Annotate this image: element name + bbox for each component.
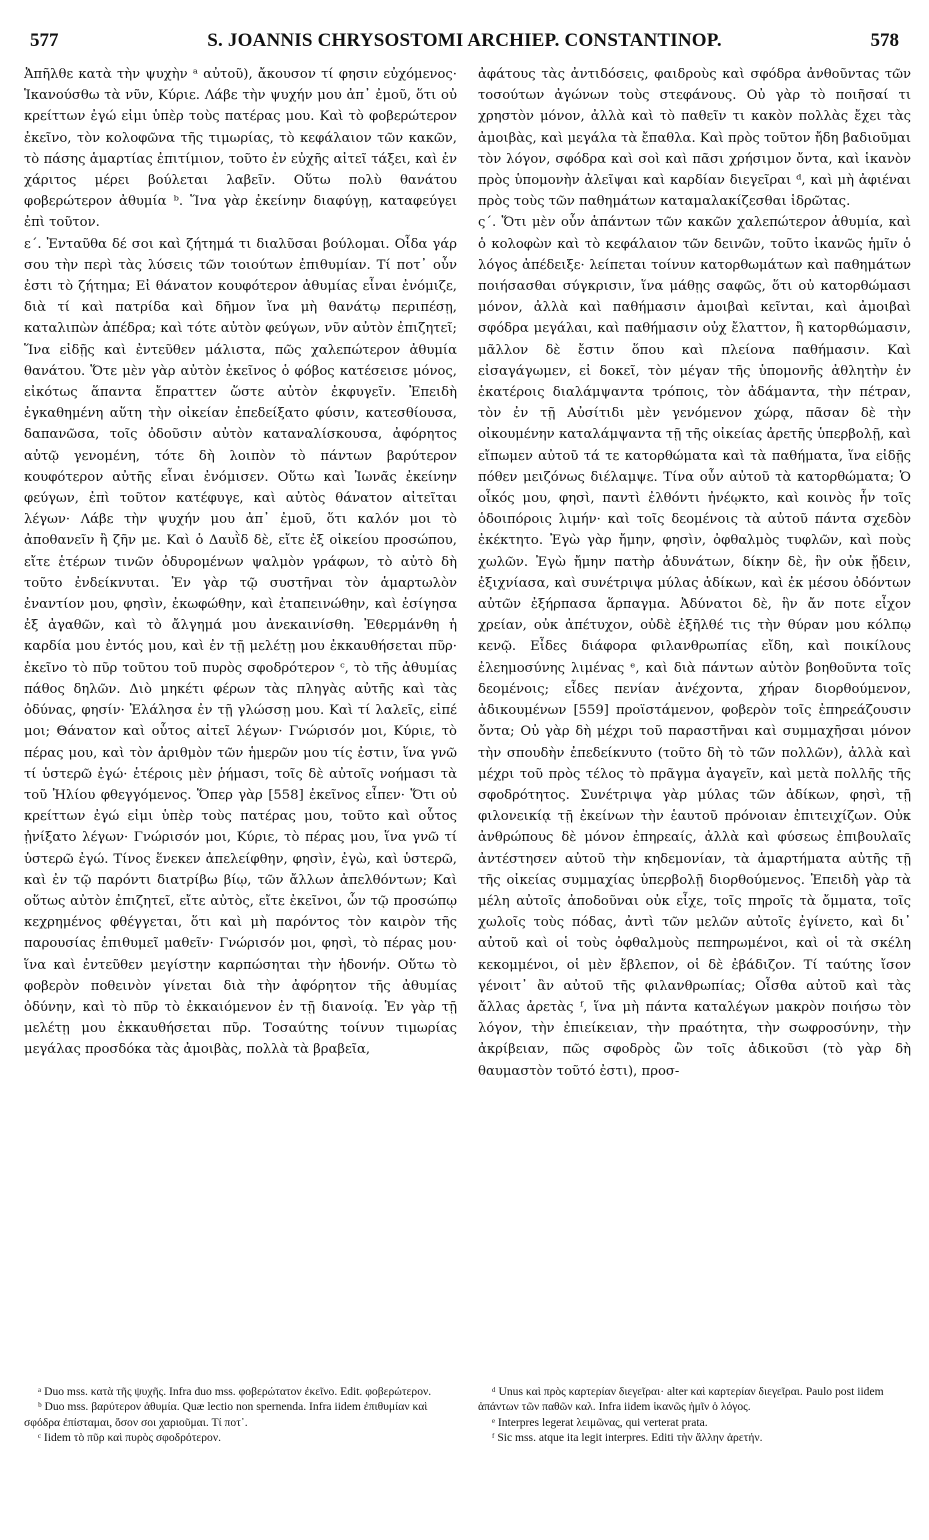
- footnote: ᵇ Duo mss. βαρύτερον ἀθυμία. Quæ lectio non spernenda. Infra iidem ἐπιθυμίαν καὶ σφόδρα ἐπίσταμαι, ὅσον σοι χαριοῦμαι. Τί ποτ᾽.: [24, 1400, 428, 1429]
- running-title: S. JOANNIS CHRYSOSTOMI ARCHIEP. CONSTANTINOP.: [207, 30, 722, 51]
- footnote: ᵉ Interpres legerat λειμῶνας, qui verterat prata.: [492, 1415, 708, 1429]
- page-number-right: 578: [870, 30, 899, 51]
- paragraph: ς´. Ὅτι μὲν οὖν ἁπάντων τῶν κακῶν χαλεπώτερον ἀθυμία, καὶ ὁ κολοφὼν καὶ τὸ κεφάλαιον τῶν δεινῶν, τοῦτο ἱκανῶς ἡμῖν ὁ λόγος ἀπέδειξε· λείπεται τοίνυν κατορθωμάτων καὶ παθημάτων ποιήσασθαι σύγκρισιν, ἵνα μάθῃς σαφῶς, ὅτι οὐ κατορθώμασι μόνον, ἀλλὰ καὶ παθήμασιν ἀμοιβαὶ κεῖνται, καὶ ἀμοιβαὶ σφόδρα μεγάλαι, καὶ παθήμασιν οὐχ ἔλαττον, ἢ κατορθώμασιν, μᾶλλον δὲ ἔστιν ὅπου καὶ πλείονα παθήμασιν. Καὶ εἰσαγάγωμεν, εἰ δοκεῖ, τὸν μέγαν τῆς ὑπομονῆς ἀθλητὴν ἐν ἑκατέροις διαλάμψαντα τρόποις, τὸν ἀδάμαντα, τὴν πέτραν, τὸν ἐν τῇ Αὐσίτιδι μὲν γενόμενον χώρᾳ, πᾶσαν δὲ τὴν οἰκουμένην καταλάμψαντα τῇ τῆς οἰκείας ἀρετῆς ὑπερβολῇ, καὶ εἴπωμεν αὐτοῦ τά τε κατορθώματα καὶ τὰ παθήματα, ἵνα εἰδῇς πόθεν μειζόνως διέλαμψε. Τίνα οὖν αὐτοῦ τὰ κατορθώματα; Ὁ οἶκός μου, φησὶ, παντὶ ἐλθόντι ἠνέῳκτο, καὶ κοινὸς ἦν τοῖς ὁδοιπόροις λιμήν· καὶ τοῖς δεομένοις τὰ αὐτοῦ πάντα σχεδὸν ἐκέκτητο. Ἐγὼ γὰρ ἤμην, φησὶν, ὀφθαλμὸς τυφλῶν, καὶ ποὺς χωλῶν. Ἐγὼ ἤμην πατὴρ ἀδυνάτων, δίκην δὲ, ἣν οὐκ ᾔδειν, ἐξιχνίασα, καὶ συνέτριψα μύλας ἀδίκων, καὶ ἐκ μέσου ὀδόντων αὐτῶν ἐξήρπασα ἅρπαγμα. Ἀδύνατοι δὲ, ἣν ἄν ποτε εἶχον χρείαν, οὐκ ἀπέτυχον, οὐδὲ ἐξῆλθέ τις τὴν θύραν μου κόλπῳ κενῷ. Εἶδες διάφορα φιλανθρωπίας εἴδη, καὶ ποικίλους ἐλεημοσύνης λιμένας ᵉ, καὶ διὰ πάντων αὐτὸν βοηθοῦντα τοῖς δεομένοις; εἶδες πενίαν ἀνέχοντα, χήραν διορθούμενον, ἀδικουμένων [559] προϊστάμενον, φοβερὸν τοῖς ἐπηρεάζουσιν ὄντα; Οὐ γὰρ δὴ μέχρι τοῦ παραστῆναι καὶ συμμαχῆσαι μόνον τὴν σπουδὴν ἐπεδείκνυτο (τοῦτο δὴ τὸ τῶν πολλῶν), ἀλλὰ καὶ μέχρι τοῦ πρὸς τέλος τὸ πρᾶγμα ἀγαγεῖν, καὶ μετὰ πολλῆς τῆς σφοδρότητος. Συνέτριψα γὰρ μύλας τῶν ἀδίκων, φησὶ, τῇ φιλονεικίᾳ τῇ ἐκείνων τὴν ἑαυτοῦ πρόνοιαν ἐπιτειχίζων. Οὐκ ἀνθρώπους δὲ μόνον ἐπηρεαίς, ἀλλὰ καὶ φύσεως ἐπιβουλαῖς ἀντέστησεν αὐτοῦ τὴν κηδεμονίαν, τὰ ἁμαρτήματα αὐτῆς τῇ τῆς οἰκείας συμμαχίας ὑπερβολῇ διορθούμενος. Ἐπειδὴ γὰρ τὰ μέλη αὐτοῖς ἀποδοῦναι οὐκ εἶχε, τοῖς πηροῖς τὰ ὄμματα, τοῖς χωλοῖς τοὺς πόδας, ἀντὶ τῶν μελῶν αὐτοῖς ἐγίνετο, καὶ δι᾽ αὐτοῦ καὶ οἱ τοὺς ὀφθαλμοὺς πεπηρωμένοι, καὶ οἱ τὰ σκέλη κεκομμένοι, οἱ μὲν ἔβλεπον, οἱ δὲ ἐβάδιζον. Τί ταύτης ἴσον γένοιτ᾽ ἂν αὐτοῦ τῆς φιλανθρωπίας; Οἶσθα αὐτοῦ καὶ τὰς ἄλλας ἀρετὰς ᶠ, ἵνα μὴ πάντα καταλέγων μακρὸν ποιήσω τὸν λόγον, τὴν ἐπιείκειαν, τὴν πραότητα, τὴν σωφροσύνην, τὴν ἀκρίβειαν, πῶς σφοδρὸς ὢν τοῖς ἀδικοῦσι (τὸ γὰρ δὴ θαυμαστὸν τοῦτό ἐστι), προσ-: [478, 215, 911, 1079]
- footnotes-right: [478, 1384, 911, 1446]
- left-column: [24, 64, 457, 1061]
- footnote: ᵈ Unus καὶ πρὸς καρτερίαν διεγεῖραι· alter καὶ καρτερίαν διεγεῖραι. Paulo post iidem ἁπάντων τῶν παθῶν καλ. Infra iidem ἱκανῶς ἡμῖν ὁ λόγος.: [478, 1385, 884, 1414]
- footnote: ᶠ Sic mss. atque ita legit interpres. Editi τὴν ἄλλην ἀρετήν.: [492, 1431, 763, 1445]
- right-column: [478, 64, 911, 1082]
- page-number-left: 577: [30, 30, 59, 51]
- footnotes-left: [24, 1384, 457, 1446]
- running-header: [22, 30, 907, 56]
- paragraph: ἀφάτους τὰς ἀντιδόσεις, φαιδροὺς καὶ σφόδρα ἀνθοῦντας τῶν τοσούτων ἀγώνων τοὺς στεφάνους. Οὐ γὰρ τὸ ποιῆσαί τι χρηστὸν μόνον, ἀλλὰ καὶ τὸ παθεῖν τι κακὸν πολλὰς ἔχει τὰς ἀμοιβὰς, καὶ μεγάλα τὰ ἔπαθλα. Καὶ πρὸς τοῦτον ἤδη βαδιοῦμαι τὸν λόγον, σφόδρα καὶ σοὶ καὶ πᾶσι χρήσιμον ὄντα, καὶ ἱκανὸν πρὸς ὑπομονὴν ἀλεῖψαι καὶ καρδίαν διεγεῖραι ᵈ, καὶ μὴ ἀφιέναι πρὸς τοὺς τῶν παθημάτων καταμαλακίζεσθαι ἱδρῶτας.: [478, 67, 911, 210]
- footnote: ᶜ Iidem τὸ πῦρ καὶ πυρὸς σφοδρότερον.: [38, 1431, 221, 1445]
- footnote: ᵃ Duo mss. κατὰ τῆς ψυχῆς. Infra duo mss. φοβερώτατον ἐκεῖνο. Edit. φοβερώτερον.: [38, 1385, 432, 1398]
- paragraph: ε´. Ἐνταῦθα δέ σοι καὶ ζήτημά τι διαλῦσαι βούλομαι. Οἶδα γάρ σου τὴν περὶ τὰς λύσεις τῶν τοιούτων ἐπιθυμίαν. Τί ποτ᾽ οὖν ἐστι τὸ ζήτημα; Εἰ θάνατον κουφότερον ἀθυμίας εἶναι ἐνόμιζε, διὰ τί καὶ πατρίδα καὶ δῆμον ἵνα μὴ θανάτῳ περιπέσῃ, καταλιπὼν ἀπέδρα; καὶ τότε αὐτὸν φεύγων, νῦν αὐτὸν ἐπιζητεῖ; Ἵνα εἰδῇς καὶ ἐντεῦθεν μάλιστα, πῶς χαλεπώτερον ἀθυμία θανάτου. Ὅτε μὲν γὰρ αὐτὸν ἐκεῖνος ὁ φόβος κατέσεισε μόνος, εἰκότως ἅπαντα ἔπραττεν ὥστε αὐτὸν ἐκφυγεῖν. Ἐπειδὴ ἐγκαθημένη αὕτη τὴν οἰκείαν ἐπεδείξατο φύσιν, κατεσθίουσα, δαπανῶσα, τοῖς ὀδοῦσιν αὐτὸν καταναλίσκουσα, ἀφόρητος αὐτῷ γενομένη, τότε δὴ λοιπὸν τὸ πάντων βαρύτερον κουφότερον αὐτῆς εἶναι ἐνόμισεν. Οὕτω καὶ Ἰωνᾶς ἐκείνην φεύγων, ἐπὶ τοῦτον κατέφυγε, καὶ αὐτὸς θάνατον αἰτεῖται λέγων· Λάβε τὴν ψυχήν μου ἀπ᾽ ἐμοῦ, ὅτι καλόν μοι τὸ ἀποθανεῖν ἢ ζῆν με. Καὶ ὁ Δαυῒδ δὲ, εἴτε ἐξ οἰκείου προσώπου, εἴτε ἑτέρων τινῶν ὀδυρομένων ψαλμὸν γράφων, τὸ αὐτὸ δὴ τοῦτο ἐνδείκνυται. Ἐν γὰρ τῷ συστῆναι τὸν ἁμαρτωλὸν ἐναντίον μου, φησὶν, ἐκωφώθην, καὶ ἐταπεινώθην, καὶ ἐσίγησα ἐξ ἀγαθῶν, καὶ τὸ ἄλγημά μου ἀνεκαινίσθη. Ἐθερμάνθη ἡ καρδία μου ἐντός μου, καὶ ἐν τῇ μελέτῃ μου ἐκκαυθήσεται πῦρ· ἐκεῖνο τὸ πῦρ τοῦτου τοῦ πυρὸς σφοδρότερον ᶜ, τὸ τῆς ἀθυμίας πάθος δηλῶν. Διὸ μηκέτι φέρων τὰς πληγὰς αὐτῆς καὶ τὰς ὀδύνας, φησίν· Ἐλάλησα ἐν τῇ γλώσσῃ μου. Καὶ τί λαλεῖς, εἰπέ μοι; Θάνατον καὶ οὗτος αἰτεῖ λέγων· Γνώρισόν μοι, Κύριε, τὸ πέρας μου, καὶ τὸν ἀριθμὸν τῶν ἡμερῶν μου τίς ἐστιν, ἵνα γνῶ τί ὑστερῶ ἐγώ· ἑτέροις μὲν ῥήμασι, τοῖς δὲ αὐτοῖς νοήμασι τὰ τοῦ Ἠλίου φθεγγόμενος. Ὅπερ γὰρ [558] ἐκεῖνος εἶπεν· Ὅτι οὐ κρείττων ἐγώ εἰμι ὑπὲρ τοὺς πατέρας μου, τοῦτο καὶ οὗτος ᾐνίξατο λέγων· Γνώρισόν μοι, Κύριε, τὸ πέρας μου, ἵνα γνῶ τί ὑστερῶ ἐγώ. Τίνος ἕνεκεν ἀπελείφθην, φησὶν, ἐγὼ, καὶ ὑστερῶ, καὶ ἐν τῷ παρόντι διατρίβω βίῳ, τῶν ἄλλων ἀπελθόντων; Καὶ οὕτως αὐτὸν ἐπιζητεῖ, εἴτε αὐτὸς, εἴτε ἐκεῖνοι, ὧν τῷ προσώπῳ κεχρημένος φθέγγεται, ὅτι καὶ μὴ παρόντος τὸν καιρὸν τῆς παρουσίας ἐπιθυμεῖ μαθεῖν· Γνώρισόν μοι, φησὶ, τὸ πέρας μου· ἵνα καὶ ἐντεῦθεν μεγίστην καρπώσηται τὴν ἡδονήν. Οὕτω τὸ φοβερὸν ποθεινὸν γίνεται διὰ τὴν ἀφόρητον τῆς ἀθυμίας ὀδύνην, καὶ τὸ πῦρ τὸ ἐκκαιόμενον ἐν τῇ διανοίᾳ. Ἐν γὰρ τῇ μελέτῃ μου ἐκκαυθήσεται πῦρ. Τοσαύτης τοίνυν τιμωρίας μεγάλας προσδόκα τὰς ἀμοιβὰς, πολλὰ τὰ βραβεῖα,: [24, 236, 457, 1058]
- paragraph: Ἀπῆλθε κατὰ τὴν ψυχὴν ᵃ αὐτοῦ), ἄκουσον τί φησιν εὐχόμενος· Ἱκανούσθω τὰ νῦν, Κύριε. Λάβε τὴν ψυχήν μου ἀπ᾽ ἐμοῦ, ὅτι οὐ κρείττων ἐγώ εἰμι ὑπὲρ τοὺς πατέρας μου. Καὶ τὸ φοβερώτερον ἐκεῖνο, τὸν κολοφῶνα τῆς τιμωρίας, τὸ κεφάλαιον τῶν κακῶν, τὸ πάσης ἁμαρτίας ἐπιτίμιον, τοῦτο ἐν εὐχῆς αἰτεῖ τάξει, καὶ ἐν χάριτος μέρει βούλεται λαβεῖν. Οὕτω πολὺ θανάτου φοβερώτερον ἀθυμία ᵇ. Ἵνα γὰρ ἐκείνην διαφύγῃ, καταφεύγει ἐπὶ τοῦτον.: [24, 67, 457, 231]
